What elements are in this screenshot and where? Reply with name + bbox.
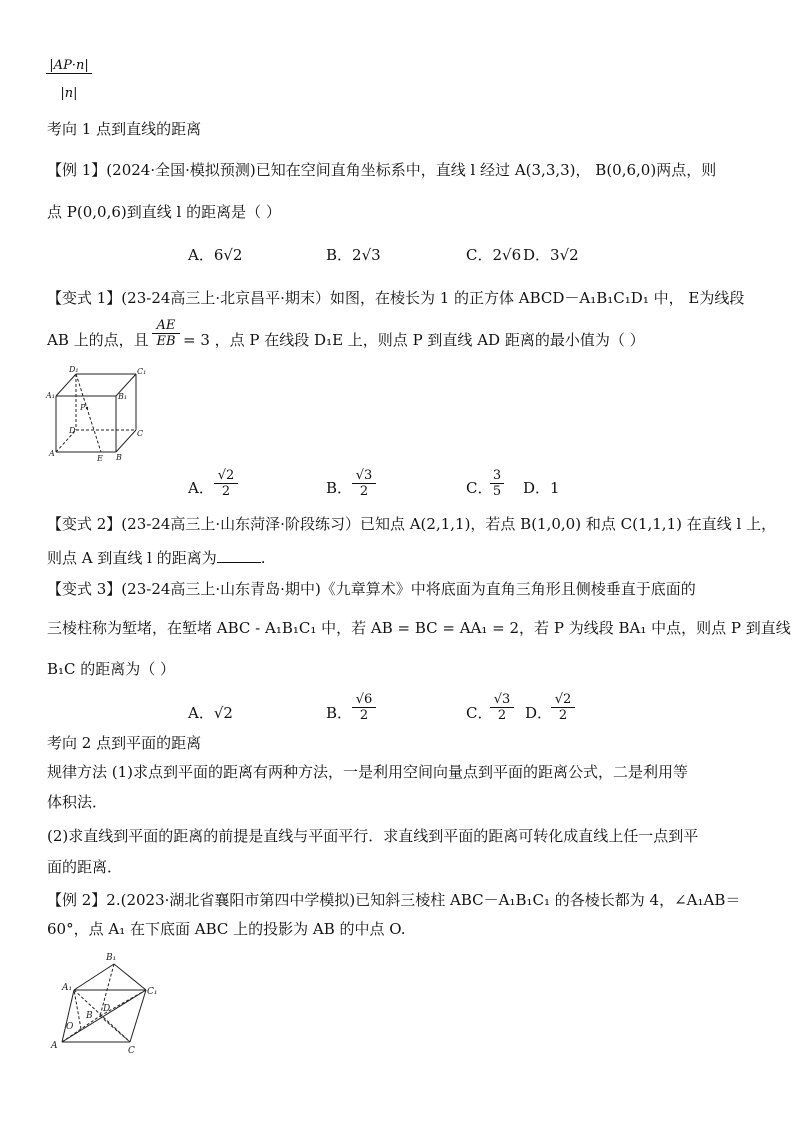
var3-option-c-fraction[interactable] — [490, 692, 514, 723]
var1-option-c-label[interactable]: C． — [466, 479, 493, 497]
label-p: P — [80, 403, 86, 412]
prism-figure — [48, 950, 168, 1058]
var1-option-a-den: 2 — [221, 484, 231, 499]
label-b: B — [116, 453, 122, 462]
var3-line3: B₁C 的距离为（ ） — [47, 660, 176, 678]
distance-formula — [46, 58, 92, 101]
var3-option-c-label[interactable]: C． — [466, 704, 493, 722]
segment-d1e — [76, 374, 101, 452]
label-a: A — [49, 449, 55, 458]
var3-option-d-num: √2 — [551, 692, 575, 708]
formula-denominator: |n| — [60, 86, 78, 101]
ex2-line2: 60°，点 A₁ 在下底面 ABC 上的投影为 AB 的中点 O. — [47, 920, 406, 938]
var1-line2-pre: AB 上的点，且 — [47, 331, 149, 349]
var1-option-b-label[interactable]: B． — [326, 479, 353, 497]
var1-line1: 【变式 1】(23-24高三上·北京昌平·期末）如图，在棱长为 1 的正方体 ABCD－A₁B₁C₁D₁ 中， E为线段 — [47, 289, 745, 307]
section2-rule1: 规律方法 (1)求点到平面的距离有两种方法，一是利用空间向量点到平面的距离公式，二是利用等 — [47, 763, 689, 781]
ex1-option-c[interactable]: C．2√6 — [466, 246, 522, 264]
edge-a1d1 — [56, 374, 76, 396]
cube-figure — [44, 364, 154, 464]
ex1-option-a[interactable]: A．6√2 — [188, 246, 243, 264]
section1-title: 考向 1 点到直线的距离 — [47, 120, 202, 138]
var1-option-b-fraction[interactable] — [352, 468, 376, 499]
var1-option-c-den: 5 — [492, 484, 502, 499]
edge-a1a — [62, 990, 74, 1042]
ex1-option-d[interactable]: D．3√2 — [523, 246, 579, 264]
label-a1: A₁ — [62, 983, 73, 993]
var3-option-a[interactable]: A．√2 — [188, 704, 233, 722]
segment-a1c — [74, 990, 130, 1042]
var3-option-d-fraction[interactable] — [551, 692, 575, 723]
var3-option-d-label[interactable]: D． — [525, 704, 553, 722]
label-c: C — [137, 429, 144, 438]
label-o: O — [66, 1022, 74, 1032]
var1-option-c-fraction[interactable] — [490, 468, 504, 499]
var2-line1: 【变式 2】(23-24高三上·山东菏泽·阶段练习）已知点 A(2,1,1)，若点 B(1,0,0) 和点 C(1,1,1) 在直线 l 上， — [47, 515, 777, 533]
var1-option-a-label[interactable]: A． — [188, 479, 214, 497]
answer-blank[interactable] — [217, 548, 261, 563]
label-b: B — [86, 1011, 93, 1021]
var1-option-c-num: 3 — [490, 468, 504, 484]
var3-option-b-den: 2 — [359, 708, 369, 723]
ex1-line2: 点 P(0,0,6)到直线 l 的距离是（ ） — [47, 203, 281, 221]
section2-rule1b: 体积法． — [47, 793, 108, 811]
label-c: C — [128, 1046, 135, 1056]
var3-line2: 三棱柱称为堑堵，在堑堵 ABC - A₁B₁C₁ 中，若 AB = BC = AA₁ = 2，若 P 为线段 BA₁ 中点，则点 P 到直线 — [47, 619, 791, 637]
edge-bc — [116, 430, 136, 452]
segment-ac1 — [62, 990, 146, 1042]
var2-line2 — [47, 548, 265, 568]
var1-option-b-num: √3 — [352, 468, 376, 484]
var1-ratio-denominator: EB — [156, 334, 176, 349]
var3-line1: 【变式 3】(23-24高三上·山东青岛·期中)《九章算术》中将底面为直角三角形且侧棱垂直于底面的 — [47, 580, 696, 598]
var1-ratio-fraction — [152, 318, 180, 349]
section2-rule2: (2)求直线到平面的距离的前提是直线与平面平行．求直线到平面的距离可转化成直线上任一点到平 — [47, 827, 699, 845]
var3-option-c-den: 2 — [497, 708, 507, 723]
label-c1: C₁ — [147, 987, 158, 997]
var1-line2-post: = 3 ，点 P 在线段 D₁E 上，则点 P 到直线 AD 距离的最小值为（ ） — [183, 331, 645, 349]
label-a: A — [51, 1041, 58, 1051]
ex2-line1: 【例 2】2.(2023·湖北省襄阳市第四中学模拟)已知斜三棱柱 ABC－A₁B₁C₁ 的各棱长都为 4，∠A₁AB＝ — [47, 891, 741, 909]
var3-option-b-label[interactable]: B． — [326, 704, 353, 722]
label-d1: D₁ — [69, 365, 79, 374]
var3-option-d-den: 2 — [558, 708, 568, 723]
label-d: D — [103, 1004, 111, 1014]
section2-title: 考向 2 点到平面的距离 — [47, 734, 202, 752]
var2-line2-end: . — [260, 549, 266, 567]
var1-option-a-num: √2 — [214, 468, 238, 484]
label-a1: A₁ — [46, 391, 55, 400]
ex1-line1: 【例 1】(2024·全国·模拟预测)已知在空间直角坐标系中，直线 l 经过 A(3,3,3)， B(0,6,0)两点，则 — [47, 161, 717, 179]
segment-oa1 — [74, 990, 81, 1029]
formula-numerator: |AP·n| — [46, 58, 92, 74]
var1-ratio-numerator: AE — [152, 318, 180, 334]
var3-option-b-num: √6 — [352, 692, 376, 708]
label-c1: C₁ — [137, 367, 147, 376]
var3-option-c-num: √3 — [490, 692, 514, 708]
var1-option-b-den: 2 — [359, 484, 369, 499]
label-b1: B₁ — [118, 392, 128, 401]
ex1-option-b[interactable]: B．2√3 — [326, 246, 381, 264]
edge-b1c1 — [114, 964, 146, 990]
var1-option-a-fraction[interactable] — [214, 468, 238, 499]
label-b1: B₁ — [106, 953, 117, 963]
label-e: E — [97, 454, 103, 463]
point-p — [86, 407, 88, 409]
label-d: D — [69, 426, 76, 435]
var2-line2-text: 则点 A 到直线 l 的距离为 — [47, 549, 217, 567]
var1-option-d[interactable]: D．1 — [523, 479, 560, 497]
section2-rule2b: 面的距离． — [47, 858, 123, 876]
var3-option-b-fraction[interactable] — [352, 692, 376, 723]
